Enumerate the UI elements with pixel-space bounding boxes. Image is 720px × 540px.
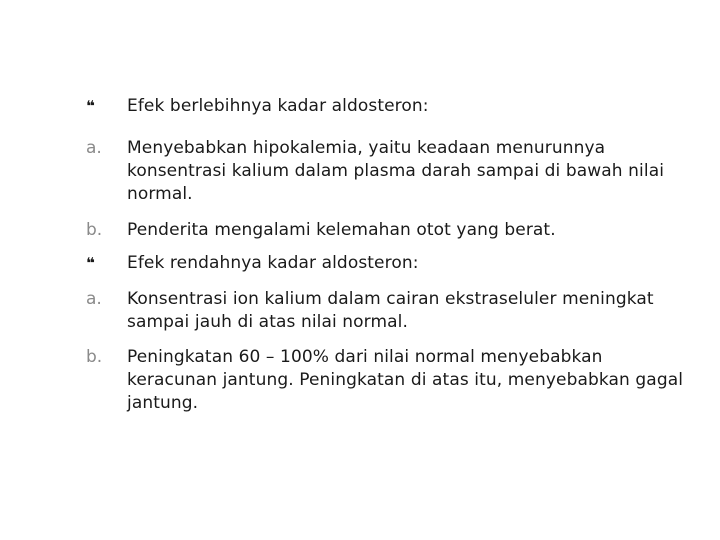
list-marker: a. — [86, 138, 102, 158]
list-text: Konsentrasi ion kalium dalam cairan ekstraseluler meningkat sampai jauh di atas nilai normal. — [127, 289, 654, 332]
bullet-text: Efek rendahnya kadar aldosteron: — [127, 253, 419, 273]
bullet-text: Efek berlebihnya kadar aldosteron: — [127, 96, 429, 116]
list-marker: b. — [86, 347, 103, 367]
quote-bullet-icon: ❝ — [86, 97, 95, 115]
list-text: Menyebabkan hipokalemia, yaitu keadaan menurunnya konsentrasi kalium dalam plasma darah sampai di bawah nilai normal. — [127, 138, 665, 204]
list-marker: b. — [86, 220, 103, 240]
quote-bullet-icon: ❝ — [86, 254, 95, 272]
list-text: Peningkatan 60 – 100% dari nilai normal menyebabkan keracunan jantung. Peningkatan di atas itu, menyebabkan gagal jantung. — [127, 347, 684, 413]
list-marker: a. — [86, 289, 102, 309]
list-text: Penderita mengalami kelemahan otot yang berat. — [127, 220, 556, 240]
